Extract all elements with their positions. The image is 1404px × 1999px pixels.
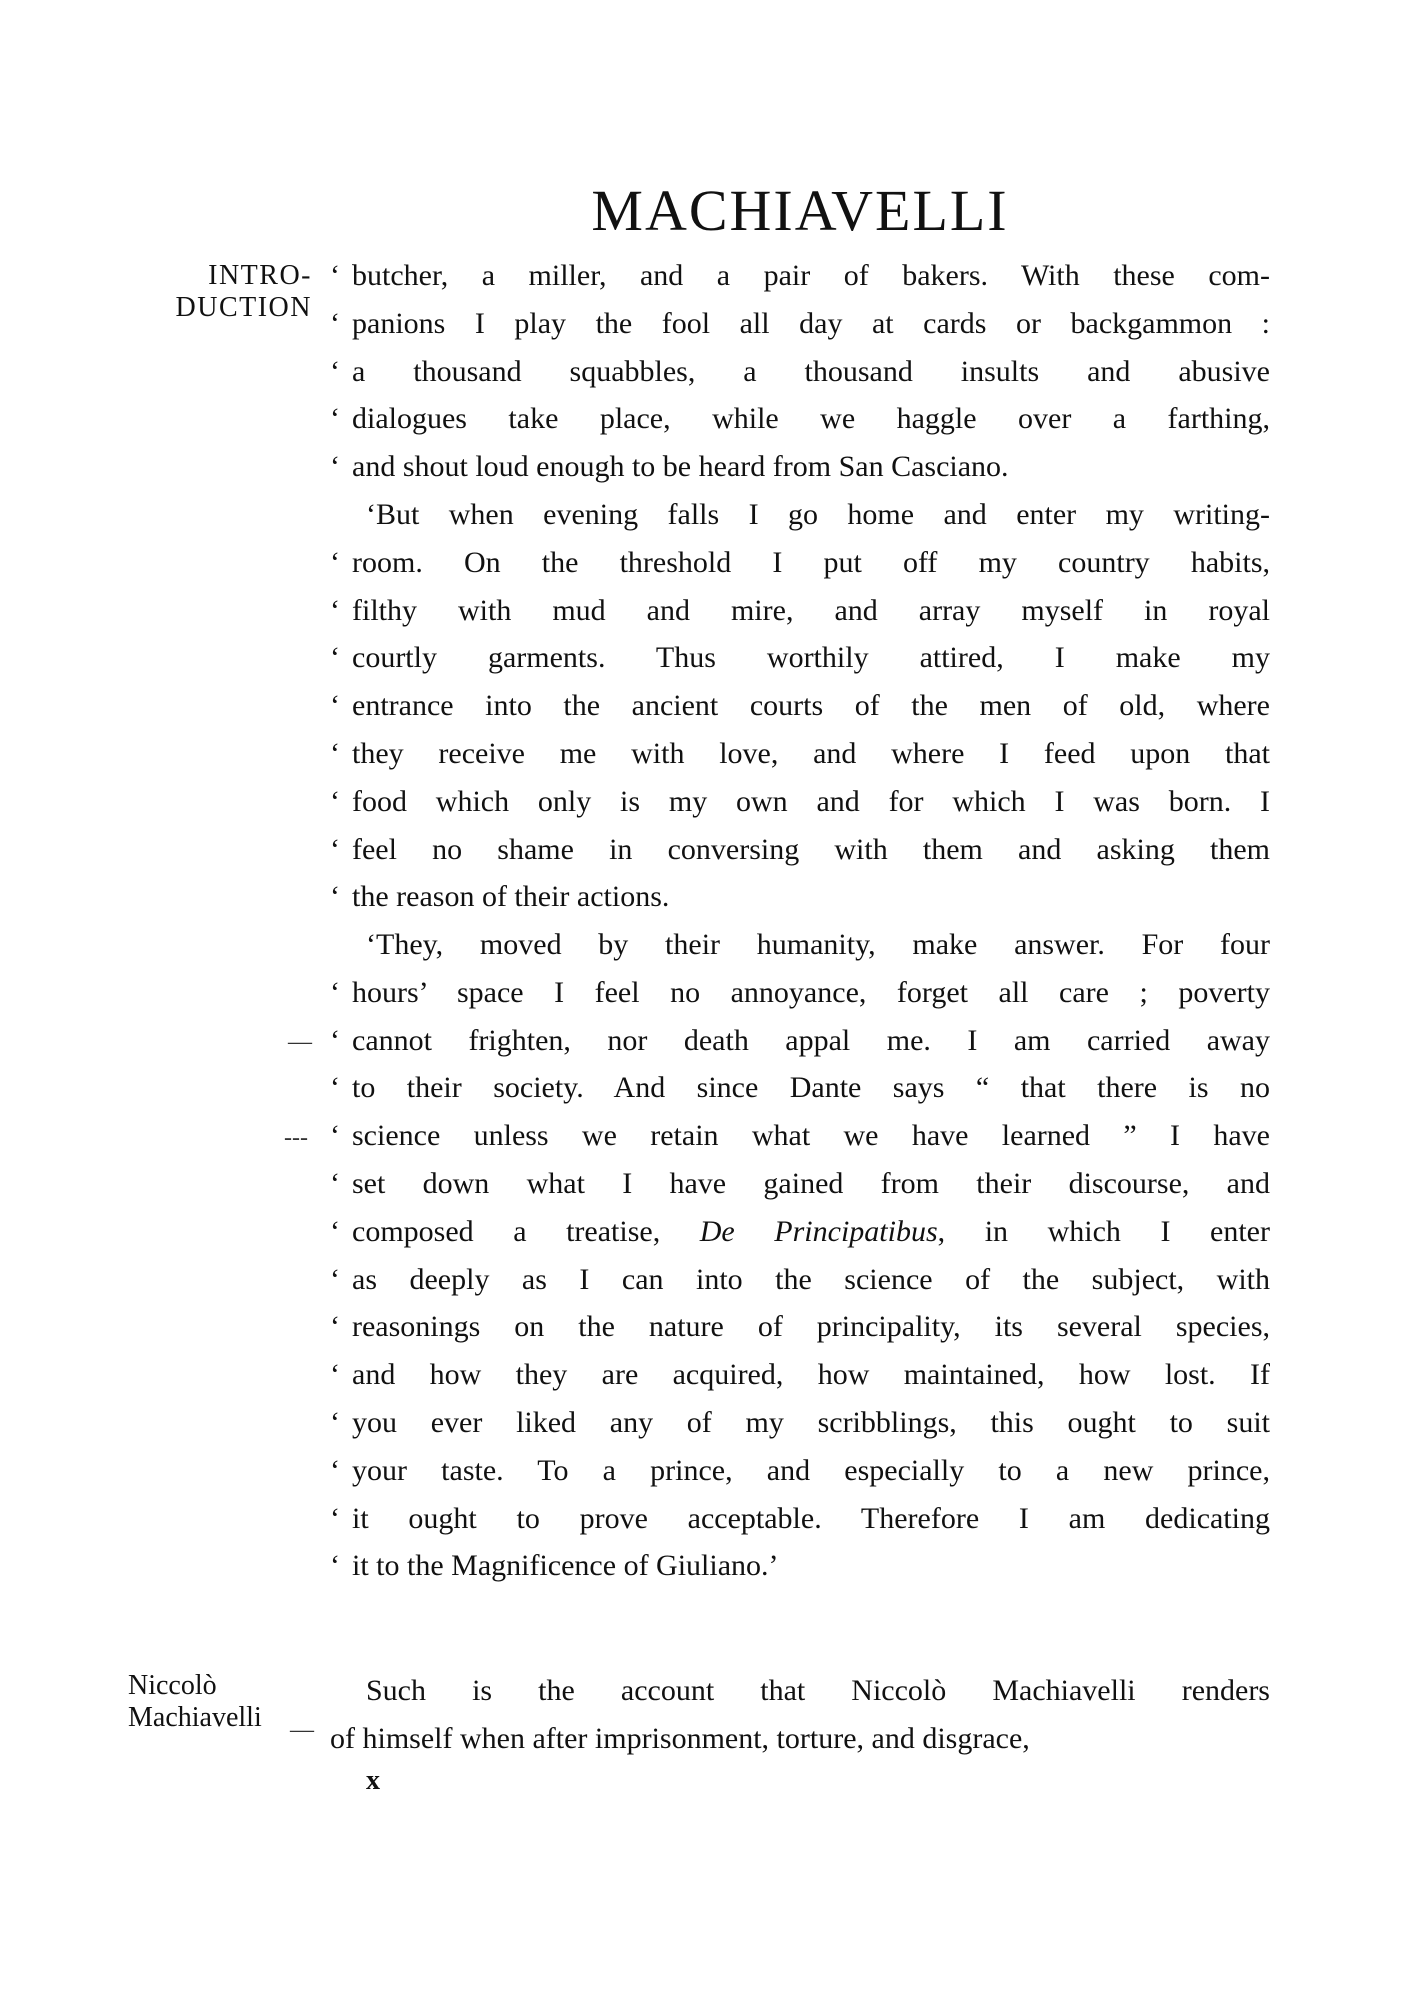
text-line: ‘ reasonings on the nature of principality, its several species, xyxy=(330,1303,1270,1351)
text-line: ‘ and shout loud enough to be heard from San Casciano. xyxy=(330,443,1270,491)
quote-mark: ‘ xyxy=(330,880,340,914)
quote-mark: ‘ xyxy=(330,1166,340,1200)
quote-mark: ‘ xyxy=(330,784,340,818)
margin-mark: — xyxy=(288,1029,312,1055)
text-line: ‘ cannot frighten, nor death appal me. I am carried away xyxy=(330,1017,1270,1065)
quote-mark: ‘ xyxy=(330,1214,340,1248)
quote-mark: ‘ xyxy=(330,259,340,292)
text-line: ‘ room. On the threshold I put off my country habits, xyxy=(330,539,1270,587)
margin-mark: --- xyxy=(284,1125,308,1151)
quote-mark: ‘ xyxy=(330,1549,340,1583)
quote-mark: ‘ xyxy=(330,1453,340,1487)
running-head: MACHIAVELLI xyxy=(591,178,1009,243)
quote-mark: ‘ xyxy=(330,1501,340,1535)
text-line: ‘ a thousand squabbles, a thousand insults and abusive xyxy=(330,348,1270,396)
side-note-line: Niccolò xyxy=(128,1670,217,1701)
quote-mark: ‘ xyxy=(330,1310,340,1344)
book-title: De Principatibus xyxy=(699,1214,938,1248)
quote-mark: ‘ xyxy=(330,1405,340,1439)
text-line: ‘ hours’ space I feel no annoyance, forget all care ; poverty xyxy=(330,969,1270,1017)
text-line: ‘ entrance into the ancient courts of the men of old, where xyxy=(330,682,1270,730)
quote-mark: ‘ xyxy=(330,736,340,770)
text-line: ‘ dialogues take place, while we haggle over a farthing, xyxy=(330,395,1270,443)
paragraph-1 xyxy=(330,252,1270,491)
text-line: ‘ set down what I have gained from their discourse, and xyxy=(330,1160,1270,1208)
text-line: ‘ filthy with mud and mire, and array myself in royal xyxy=(330,587,1270,635)
quote-mark: ‘ xyxy=(330,1358,340,1392)
quote-mark: ‘ xyxy=(330,354,340,388)
text-line: ‘ butcher, a miller, and a pair of bakers. With these com- xyxy=(330,252,1270,300)
text-line: ‘ as deeply as I can into the science of the subject, with xyxy=(330,1256,1270,1304)
text-line: ‘ the reason of their actions. xyxy=(330,873,1270,921)
text-line: ‘ your taste. To a prince, and especially to a new prince, xyxy=(330,1447,1270,1495)
quote-mark: ‘ xyxy=(330,593,340,627)
text-line: ‘ it to the Magnificence of Giuliano.’ xyxy=(330,1542,1270,1590)
quote-mark: ‘ xyxy=(330,1119,340,1153)
text-line: of himself when after imprisonment, torture, and disgrace, xyxy=(330,1721,1030,1755)
text-line: ‘But when evening falls I go home and enter my writing- xyxy=(366,498,1270,531)
text-line: ‘ composed a treatise, De Principatibus, in which I enter xyxy=(330,1208,1270,1256)
text-line: ‘ it ought to prove acceptable. Therefore I am dedicating xyxy=(330,1495,1270,1543)
text-line: ‘They, moved by their humanity, make answer. For four xyxy=(366,928,1270,961)
paragraph-4 xyxy=(330,1667,1270,1763)
side-note-line: DUCTION xyxy=(175,292,312,323)
text-line: ‘ and how they are acquired, how maintained, how lost. If xyxy=(330,1351,1270,1399)
text-line: ‘ science unless we retain what we have learned ” I have xyxy=(330,1112,1270,1160)
quote-mark: ‘ xyxy=(330,1262,340,1296)
quote-mark: ‘ xyxy=(330,689,340,723)
text-line: Such is the account that Niccolò Machiavelli renders xyxy=(366,1674,1270,1707)
paragraph-3 xyxy=(330,921,1270,1590)
text-line: ‘ you ever liked any of my scribblings, this ought to suit xyxy=(330,1399,1270,1447)
side-note-line: Machiavelli xyxy=(128,1702,262,1733)
quote-mark: ‘ xyxy=(330,450,340,484)
page-number: x xyxy=(366,1765,380,1796)
quote-mark: ‘ xyxy=(330,402,340,436)
side-note-niccolo-machiavelli xyxy=(128,1670,262,1734)
quote-mark: ‘ xyxy=(330,975,340,1009)
quote-mark: ‘ xyxy=(330,1023,340,1057)
text-line: ‘ courtly garments. Thus worthily attired, I make my xyxy=(330,634,1270,682)
text-line: ‘ to their society. And since Dante says “ that there is no xyxy=(330,1064,1270,1112)
text-line: ‘ feel no shame in conversing with them and asking them xyxy=(330,826,1270,874)
margin-mark: — xyxy=(290,1717,314,1743)
quote-mark: ‘ xyxy=(330,641,340,675)
quote-mark: ‘ xyxy=(330,545,340,579)
text-line: ‘ food which only is my own and for which I was born. I xyxy=(330,778,1270,826)
quote-mark: ‘ xyxy=(330,1071,340,1105)
paragraph-2 xyxy=(330,491,1270,921)
side-note-introduction xyxy=(128,260,312,324)
quote-mark: ‘ xyxy=(330,306,340,340)
quote-mark: ‘ xyxy=(330,832,340,866)
text-line: ‘ they receive me with love, and where I feed upon that xyxy=(330,730,1270,778)
side-note-line: INTRO- xyxy=(208,260,312,291)
text-line: ‘ panions I play the fool all day at cards or backgammon : xyxy=(330,300,1270,348)
